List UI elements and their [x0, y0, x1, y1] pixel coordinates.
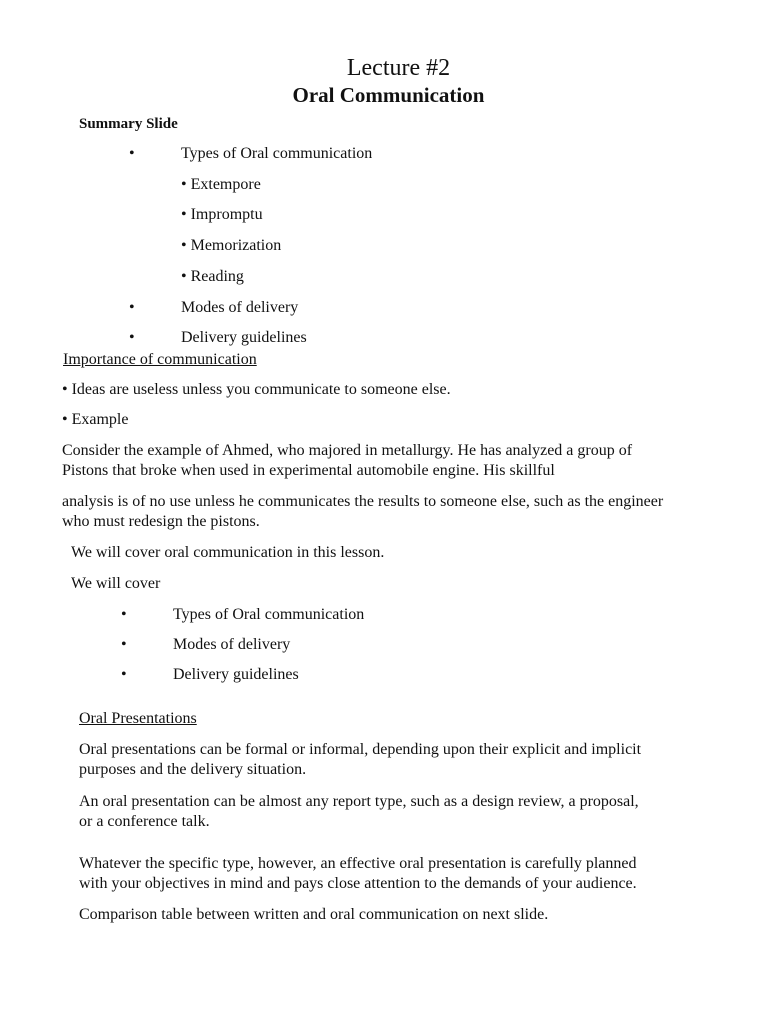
presentations-next-slide-note: Comparison table between written and oral communication on next slide. — [79, 906, 549, 923]
presentations-text-line: with your objectives in mind and pays close attention to the demands of your audience. — [79, 875, 637, 892]
presentations-text-line: Whatever the specific type, however, an effective oral presentation is carefully planned — [79, 855, 637, 872]
page-subtitle: Oral Communication — [292, 83, 485, 107]
page-title: Lecture #2 — [346, 55, 451, 81]
summary-item-types: Types of Oral communication — [181, 145, 373, 162]
cover-bullet: • — [121, 606, 127, 623]
presentations-text-line: An oral presentation can be almost any report type, such as a design review, a proposal, — [79, 793, 639, 810]
summary-bullet: • — [129, 329, 135, 346]
importance-heading: Importance of communication — [63, 351, 257, 368]
cover-lead: We will cover — [71, 575, 161, 592]
summary-subitem-memorization: • Memorization — [181, 237, 282, 254]
cover-item-modes: Modes of delivery — [173, 636, 291, 653]
summary-bullet: • — [129, 299, 135, 316]
presentations-heading: Oral Presentations — [79, 710, 197, 727]
cover-bullet: • — [121, 666, 127, 683]
presentations-text-line: Oral presentations can be formal or informal, depending upon their explicit and implicit — [79, 741, 642, 758]
presentations-text-line: or a conference talk. — [79, 813, 210, 830]
summary-subitem-impromptu: • Impromptu — [181, 206, 263, 223]
importance-point-example: • Example — [62, 411, 129, 428]
example-text-line: who must redesign the pistons. — [62, 513, 260, 530]
cover-intro: We will cover oral communication in this lesson. — [71, 544, 385, 561]
cover-bullet: • — [121, 636, 127, 653]
example-text-line: analysis is of no use unless he communicates the results to someone else, such as the engineer — [62, 493, 664, 510]
summary-subitem-extempore: • Extempore — [181, 176, 261, 193]
cover-item-guidelines: Delivery guidelines — [173, 666, 299, 683]
summary-heading: Summary Slide — [79, 116, 178, 132]
importance-point-ideas: • Ideas are useless unless you communicate to someone else. — [62, 381, 451, 398]
summary-subitem-reading: • Reading — [181, 268, 244, 285]
summary-item-modes: Modes of delivery — [181, 299, 299, 316]
example-text-line: Pistons that broke when used in experimental automobile engine. His skillful — [62, 462, 555, 479]
presentations-text-line: purposes and the delivery situation. — [79, 761, 307, 778]
summary-item-guidelines: Delivery guidelines — [181, 329, 307, 346]
example-text-line: Consider the example of Ahmed, who majored in metallurgy. He has analyzed a group of — [62, 442, 633, 459]
summary-bullet: • — [129, 145, 135, 162]
cover-item-types: Types of Oral communication — [173, 606, 365, 623]
